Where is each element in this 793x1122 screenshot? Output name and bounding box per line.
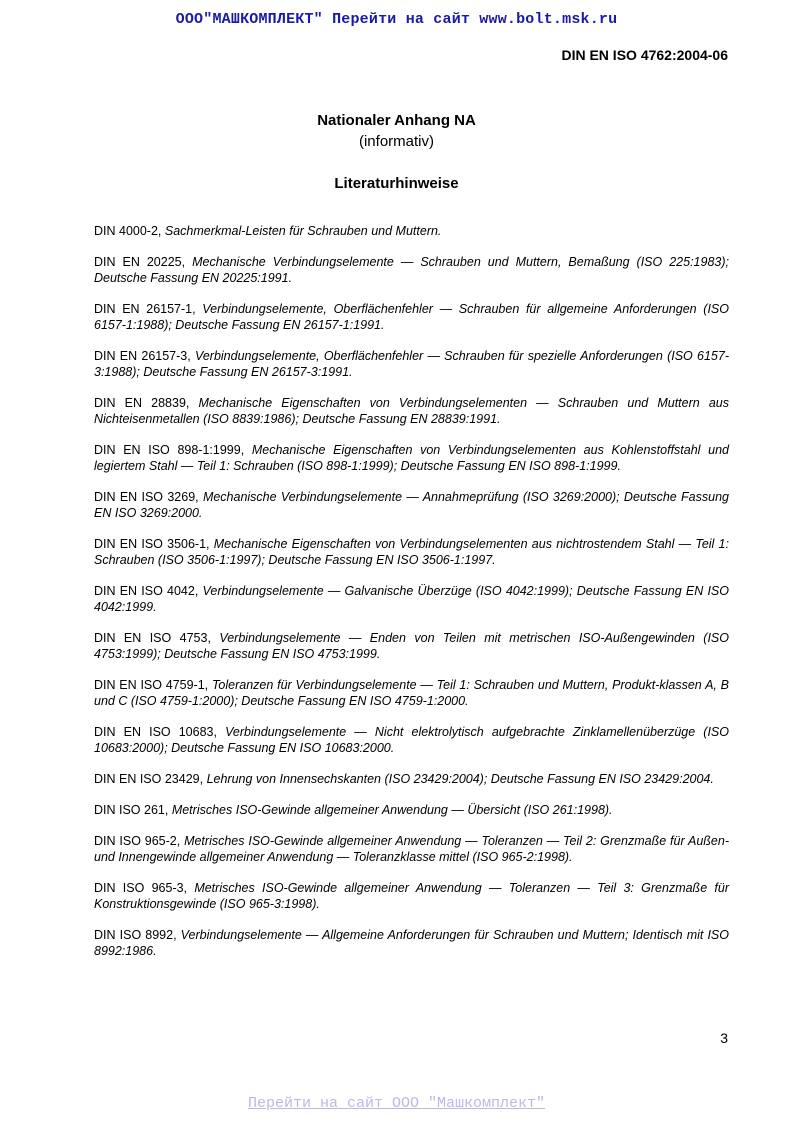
- reference-code: DIN ISO 965-3,: [94, 881, 195, 895]
- reference-code: DIN ISO 261,: [94, 803, 172, 817]
- reference-title: Verbindungselemente, Oberflächenfehler — Schrauben für spezielle Anforderungen (ISO 6157-3:1988); Deutsche Fassung EN 26157-3:1991.: [94, 349, 729, 379]
- reference-item: [94, 802, 729, 818]
- reference-title: Sachmerkmal-Leisten für Schrauben und Muttern.: [164, 224, 442, 238]
- reference-item: [94, 880, 729, 912]
- site-link-header[interactable]: ООО"МАШКОМПЛЕКТ" Перейти на сайт www.bolt.msk.ru: [175, 11, 618, 28]
- reference-title: Metrisches ISO-Gewinde allgemeiner Anwendung — Übersicht (ISO 261:1998).: [171, 803, 613, 817]
- reference-item: [94, 677, 729, 709]
- reference-item: [94, 442, 729, 474]
- reference-title: Metrisches ISO-Gewinde allgemeiner Anwendung — Toleranzen — Teil 2: Grenzmaße für Außen- und Innengewinde allgemeiner Anwendung — Toleranzklasse mittel (ISO 965-2:1998).: [94, 834, 729, 864]
- reference-title: Mechanische Verbindungselemente — Schrauben und Muttern, Bemaßung (ISO 225:1983); Deutsche Fassung EN 20225:1991.: [94, 255, 729, 285]
- reference-code: DIN EN ISO 898-1:1999,: [94, 443, 252, 457]
- annex-title: Nationaler Anhang NA: [317, 112, 476, 129]
- reference-code: DIN ISO 965-2,: [94, 834, 185, 848]
- document-id: DIN EN ISO 4762:2004-06: [561, 47, 728, 63]
- reference-item: [94, 630, 729, 662]
- reference-code: DIN EN 26157-1,: [94, 302, 203, 316]
- reference-code: DIN EN ISO 4753,: [94, 631, 220, 645]
- reference-code: DIN EN ISO 4042,: [94, 584, 203, 598]
- reference-code: DIN ISO 8992,: [94, 928, 181, 942]
- reference-title: Metrisches ISO-Gewinde allgemeiner Anwendung — Toleranzen — Teil 3: Grenzmaße für Konstruktionsgewinde (ISO 965-3:1998).: [94, 881, 729, 911]
- reference-title: Mechanische Eigenschaften von Verbindungselementen aus nichtrostendem Stahl — Teil 1: Schrauben (ISO 3506-1:1997); Deutsche Fassung EN ISO 3506-1:1997.: [94, 537, 729, 567]
- reference-title: Mechanische Verbindungselemente — Annahmeprüfung (ISO 3269:2000); Deutsche Fassung EN ISO 3269:2000.: [94, 490, 729, 520]
- reference-title: Mechanische Eigenschaften von Verbindungselementen aus Kohlenstoffstahl und legiertem Stahl — Teil 1: Schrauben (ISO 898-1:1999); Deutsche Fassung EN ISO 898-1:1999.: [94, 443, 729, 473]
- page-number: 3: [720, 1030, 728, 1046]
- reference-title: Toleranzen für Verbindungselemente — Teil 1: Schrauben und Muttern, Produkt-klassen A, B und C (ISO 4759-1:2000); Deutsche Fassung EN ISO 4759-1:2000.: [94, 678, 729, 708]
- reference-code: DIN EN 20225,: [94, 255, 193, 269]
- reference-code: DIN EN ISO 10683,: [94, 725, 226, 739]
- reference-list: [94, 223, 729, 974]
- reference-item: [94, 583, 729, 615]
- reference-title: Mechanische Eigenschaften von Verbindungselementen — Schrauben und Muttern aus Nichteisenmetallen (ISO 8839:1986); Deutsche Fassung EN 28839:1991.: [94, 396, 730, 426]
- reference-item: [94, 536, 729, 568]
- reference-item: [94, 395, 729, 427]
- reference-item: [94, 489, 729, 521]
- reference-item: [94, 771, 729, 787]
- reference-code: DIN EN ISO 3506-1,: [94, 537, 214, 551]
- site-link-footer[interactable]: Перейти на сайт ООО "Машкомплект": [247, 1095, 546, 1112]
- reference-title: Lehrung von Innensechskanten (ISO 23429:2004); Deutsche Fassung EN ISO 23429:2004.: [206, 772, 714, 786]
- reference-item: [94, 301, 729, 333]
- reference-item: [94, 724, 729, 756]
- reference-item: [94, 927, 729, 959]
- reference-item: [94, 348, 729, 380]
- reference-title: Verbindungselemente — Nicht elektrolytisch aufgebrachte Zinklamellenüberzüge (ISO 10683:2000); Deutsche Fassung EN ISO 10683:2000.: [94, 725, 729, 755]
- reference-title: Verbindungselemente — Allgemeine Anforderungen für Schrauben und Muttern; Identisch mit ISO 8992:1986.: [94, 928, 729, 958]
- reference-code: DIN EN 28839,: [94, 396, 199, 410]
- reference-title: Verbindungselemente — Enden von Teilen mit metrischen ISO-Außengewinden (ISO 4753:1999); Deutsche Fassung EN ISO 4753:1999.: [94, 631, 729, 661]
- reference-title: Verbindungselemente, Oberflächenfehler — Schrauben für allgemeine Anforderungen (ISO 6157-1:1988); Deutsche Fassung EN 26157-1:1991.: [94, 302, 729, 332]
- reference-code: DIN EN ISO 4759-1,: [94, 678, 212, 692]
- annex-subtitle: (informativ): [358, 133, 434, 150]
- reference-code: DIN EN ISO 23429,: [94, 772, 207, 786]
- reference-item: [94, 833, 729, 865]
- reference-code: DIN EN 26157-3,: [94, 349, 195, 363]
- section-title: Literaturhinweise: [334, 175, 459, 192]
- reference-item: [94, 254, 729, 286]
- reference-code: DIN 4000-2,: [94, 224, 165, 238]
- reference-code: DIN EN ISO 3269,: [94, 490, 203, 504]
- reference-item: [94, 223, 729, 239]
- reference-title: Verbindungselemente — Galvanische Überzüge (ISO 4042:1999); Deutsche Fassung EN ISO 4042:1999.: [94, 584, 729, 614]
